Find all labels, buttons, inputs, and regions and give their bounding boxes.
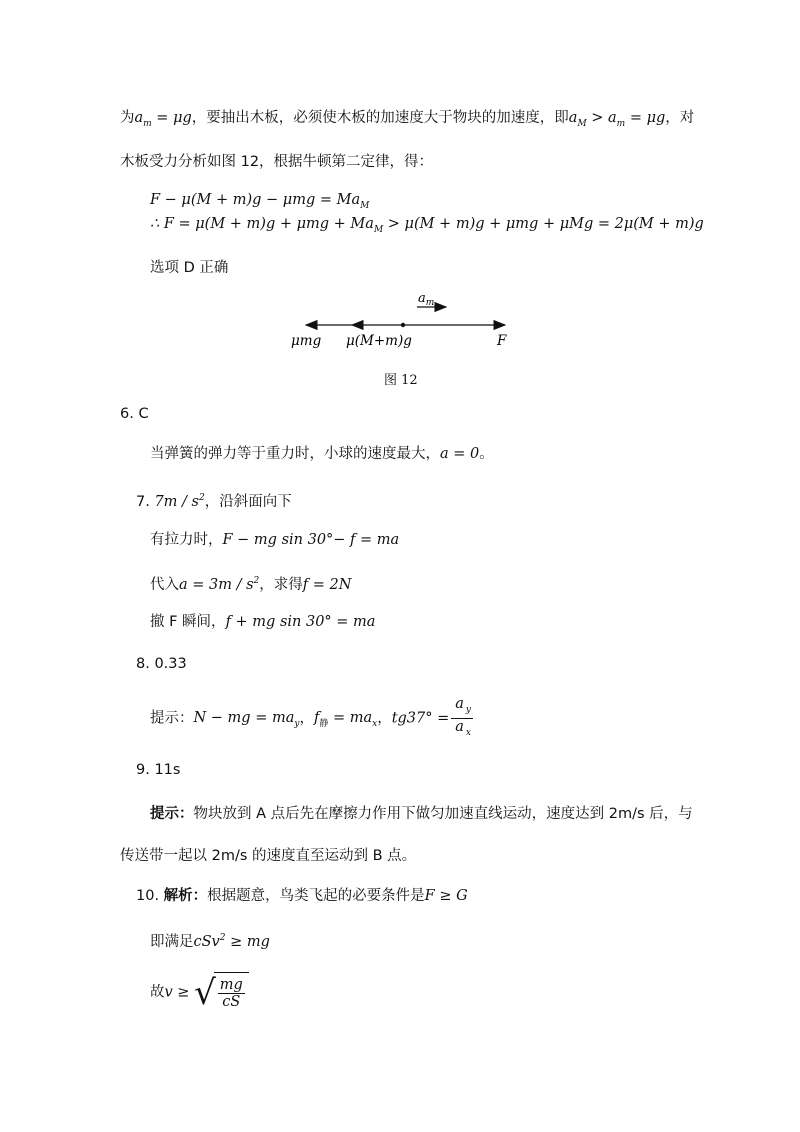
text-line-2: 木板受力分析如图 12，根据牛顿第二定律，得： [120, 154, 434, 170]
q10-line-3: 故v ≥ √ $\frac{mg}{cS}$ [150, 972, 249, 1013]
equation-force: ∴ $F = \mu(M + m)g + \mu mg + Ma_M > \mu(M + m)g + \mu mg + \mu Mg = 2\mu(M + m)g$ [150, 216, 704, 235]
q9-number: 9. 11s [136, 762, 181, 778]
math-am: $a_m = \mu g$ [134, 110, 192, 129]
label-umg: μmg [291, 333, 322, 349]
q7-line-3: 撤 F 瞬间，f + mg sin 30° = ma [150, 614, 376, 630]
text-span: 为 [120, 110, 135, 126]
sqrt-expression: √ $\frac{mg}{cS}$ [194, 972, 249, 1013]
center-point [401, 323, 405, 327]
label-uMmg: μ(M+m)g [346, 333, 412, 349]
q8-number: 8. 0.33 [136, 656, 187, 672]
q7-line-2: 代入$a = 3m / s^2$，求得f = 2N [150, 576, 352, 593]
text-span: ，要抽出木板，必须使木板的加速度大于物块的加速度，即 [191, 110, 569, 126]
label-F: F [497, 333, 507, 349]
q8-hint: 提示：N − mg = $ma_y$，$f_静 = ma_x$，tg37° = $\frac{a _y}{a _x}$ [150, 696, 475, 742]
q7-line-1: 有拉力时，F − mg sin 30°− f = ma [150, 532, 400, 548]
option-d-text: 选项 D 正确 [150, 260, 229, 276]
equation-newton: $F - \mu(M + m)g - \mu mg = Ma_M$ [150, 192, 370, 211]
q7-answer: 7. $7m / s^2$，沿斜面向下 [136, 493, 292, 510]
fraction-ay-ax: $\frac{a _y}{a _x}$ [451, 696, 473, 741]
q9-hint-line-1: 提示：物块放到 A 点后先在摩擦力作用下做匀加速直线运动，速度达到 2m/s 后，与 [150, 806, 693, 822]
label-am: $a_m$ [418, 291, 435, 308]
text-line-1 [120, 108, 694, 134]
q6-explanation: 当弹簧的弹力等于重力时，小球的速度最大，a = 0。 [150, 446, 494, 462]
figure-caption: 图 12 [384, 373, 418, 388]
text-span: ，对 [665, 110, 695, 126]
math-inequality: $a_M > a_m = \mu g$ [568, 110, 666, 129]
q10-line-2: 即满足cSv$^2$ ≥ mg [150, 933, 270, 950]
force-diagram [280, 288, 520, 358]
q6-number: 6. C [120, 406, 149, 422]
q9-hint-line-2: 传送带一起以 2m/s 的速度直至运动到 B 点。 [120, 848, 417, 864]
q10-line-1: 10. 解析：根据题意，鸟类飞起的必要条件是F ≥ G [136, 888, 468, 904]
